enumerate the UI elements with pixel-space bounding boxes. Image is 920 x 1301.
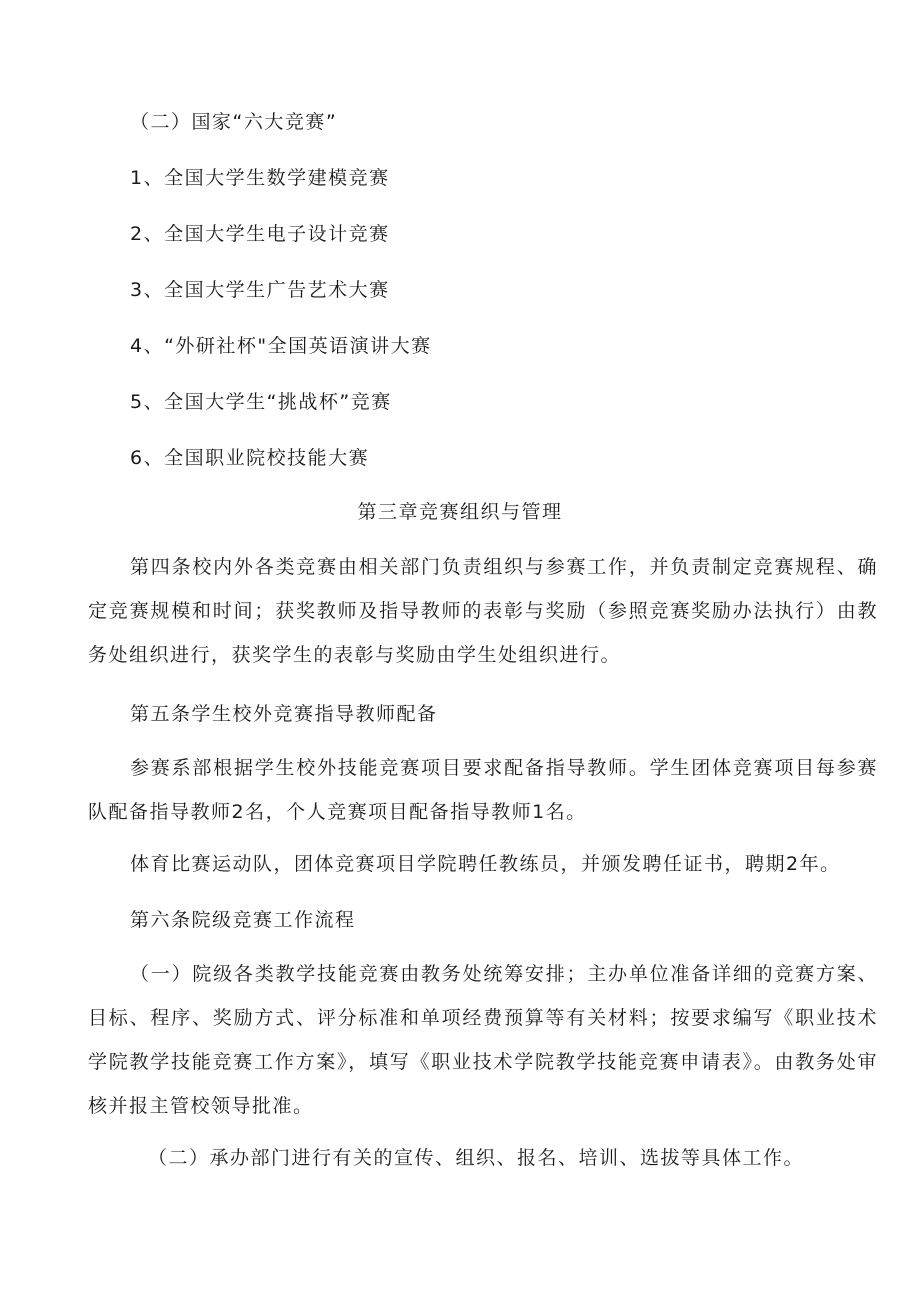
article-5-sports-paragraph: 体育比赛运动队，团体竞赛项目学院聘任教练员，并颁发聘任证书，聘期2年。	[130, 853, 841, 875]
list-item: 2、全国大学生电子设计竞赛	[130, 223, 390, 245]
list-item: 5、全国大学生“挑战杯”竞赛	[130, 391, 392, 413]
article-6-item-2-paragraph: （二）承办部门进行有关的宣传、组织、报名、培训、选拔等具体工作。	[148, 1147, 805, 1169]
article-4-paragraph: 第四条校内外各类竞赛由相关部门负责组织与参赛工作，并负责制定竞赛规程、确定竞赛规模和时间；获奖教师及指导教师的表彰与奖励（参照竞赛奖励办法执行）由教务处组织进行，获奖学生的表彰与奖励由学生处组织进行。	[88, 556, 878, 666]
list-item: 4、“外研社杯"全国英语演讲大赛	[130, 335, 432, 357]
article-5-title: 第五条学生校外竞赛指导教师配备	[130, 703, 438, 725]
chapter-title: 第三章竞赛组织与管理	[357, 501, 563, 523]
list-item: 3、全国大学生广告艺术大赛	[130, 279, 390, 301]
article-6-item-1-paragraph: （一）院级各类教学技能竞赛由教务处统筹安排；主办单位准备详细的竞赛方案、目标、程序、奖励方式、评分标准和单项经费预算等有关材料；按要求编写《职业技术学院教学技能竞赛工作方案》，填写《职业技术学院教学技能竞赛申请表》。由教务处审核并报主管校领导批准。	[88, 963, 878, 1117]
list-item: 6、全国职业院校技能大赛	[130, 447, 370, 469]
article-6-title: 第六条院级竞赛工作流程	[130, 909, 356, 931]
list-item: 1、全国大学生数学建模竞赛	[130, 167, 390, 189]
section-title: （二）国家“六大竞赛”	[130, 111, 338, 133]
article-5-paragraph: 参赛系部根据学生校外技能竞赛项目要求配备指导教师。学生团体竞赛项目每参赛队配备指导教师2名，个人竞赛项目配备指导教师1名。	[88, 757, 878, 823]
